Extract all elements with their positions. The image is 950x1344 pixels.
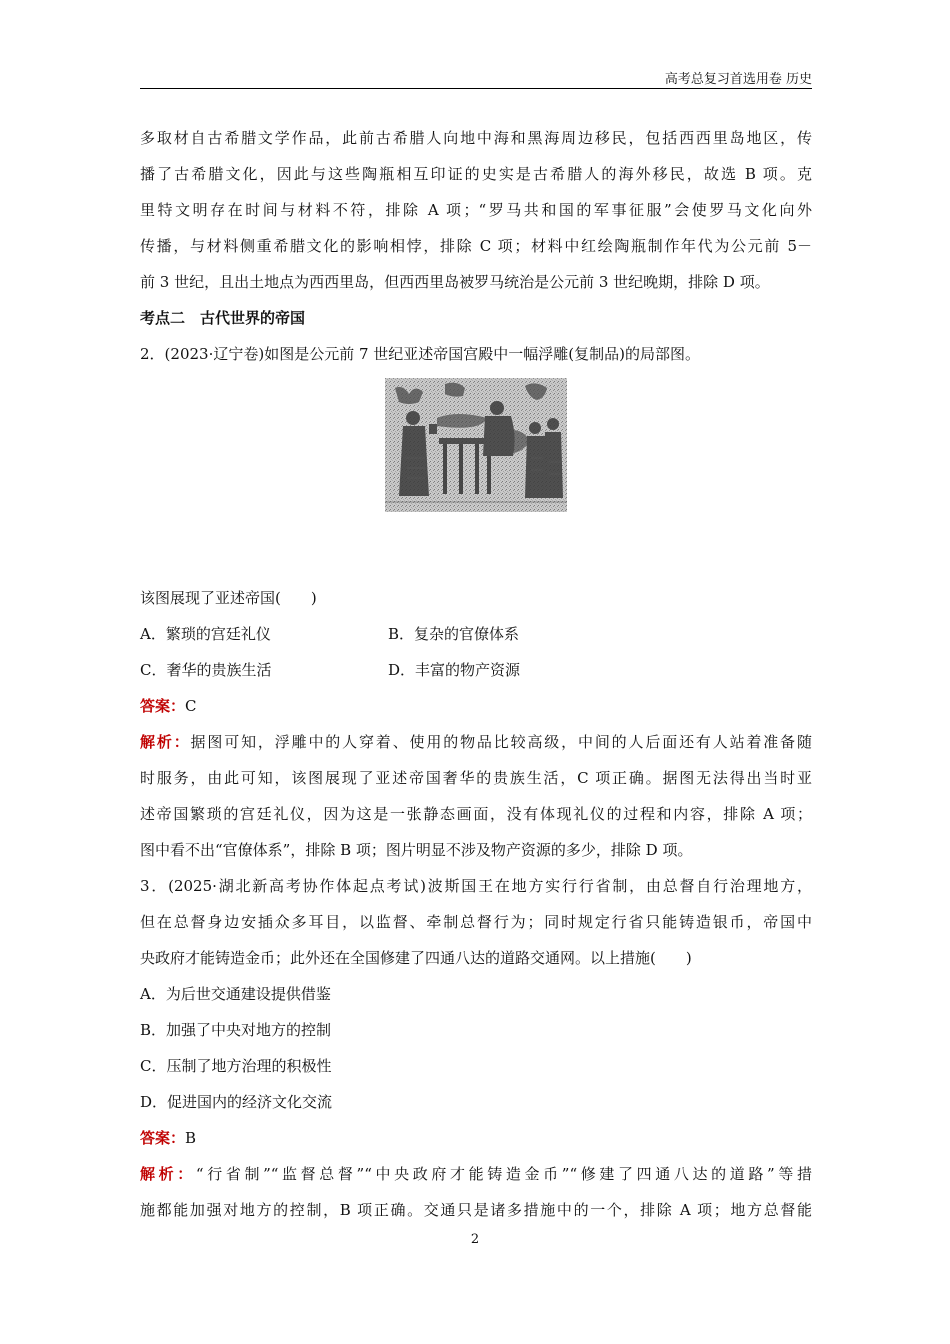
page-number: 2 [470, 1232, 480, 1247]
question-3 [140, 868, 812, 1228]
text-line: 前 3 世纪，且出土地点为西西里岛，但西西里岛被罗马统治是公元前 3 世纪晚期，排除 D 项。 [140, 273, 770, 291]
option-a: A．繁琐的宫廷礼仪 [140, 625, 271, 643]
option-d: D．丰富的物产资源 [388, 661, 521, 679]
header-rule [140, 88, 812, 89]
answer-label: 答案： [140, 697, 186, 715]
analysis-line: 述帝国繁琐的宫廷礼仪，因为这是一张静态画面，没有体现礼仪的过程和内容，排除 A 项； [140, 805, 812, 823]
option-c: C．压制了地方治理的积极性 [140, 1057, 332, 1075]
answer-line [140, 688, 812, 724]
answer-line [140, 1120, 812, 1156]
question-2 [140, 336, 812, 868]
question-stem: 央政府才能铸造金币；此外还在全国修建了四通八达的道路交通网。以上措施( ) [140, 949, 692, 967]
analysis-line: 时服务，由此可知，该图展现了亚述帝国奢华的贵族生活，C 项正确。据图无法得出当时亚 [140, 769, 812, 787]
question-stem: 3．(2025·湖北新高考协作体起点考试)波斯国王在地方实行行省制，由总督自行治理地方， [140, 877, 812, 895]
question-stem: 2．(2023·辽宁卷)如图是公元前 7 世纪亚述帝国宫殿中一幅浮雕(复制品)的局部图。 [140, 345, 700, 363]
analysis-line: 施都能加强对地方的控制，B 项正确。交通只是诸多措施中的一个，排除 A 项；地方总督能 [140, 1201, 812, 1219]
options-row [140, 616, 812, 652]
option-d: D．促进国内的经济文化交流 [140, 1093, 333, 1111]
option-a: A．为后世交通建设提供借鉴 [140, 985, 331, 1003]
analysis-label: 解析： [140, 1165, 196, 1183]
page-content [140, 120, 812, 1228]
analysis-line [140, 1156, 812, 1192]
text-line: 里特文明存在时间与材料不符，排除 A 项；“罗马共和国的军事征服”会使罗马文化向外 [140, 201, 812, 219]
analysis-label: 解析： [140, 733, 191, 751]
option-b: B．复杂的官僚体系 [388, 625, 520, 643]
section-title: 考点二 古代世界的帝国 [140, 309, 306, 327]
analysis-text: “行省制”“监督总督”“中央政府才能铸造金币”“修建了四通八达的道路”等措 [195, 1165, 812, 1183]
option-c: C．奢华的贵族生活 [140, 661, 272, 679]
option-b: B．加强了中央对地方的控制 [140, 1021, 332, 1039]
answer-value: B [185, 1129, 197, 1147]
previous-analysis-continuation [140, 120, 812, 300]
analysis-line [140, 724, 812, 760]
question-prompt: 该图展现了亚述帝国( ) [140, 589, 317, 607]
relief-figure [140, 372, 812, 580]
answer-label: 答案： [140, 1129, 186, 1147]
analysis-line: 图中看不出“官僚体系”，排除 B 项；图片明显不涉及物产资源的多少，排除 D 项。 [140, 841, 693, 859]
text-line: 多取材自古希腊文学作品，此前古希腊人向地中海和黑海周边移民，包括西西里岛地区，传 [140, 129, 812, 147]
options-row [140, 652, 812, 688]
answer-value: C [185, 697, 197, 715]
text-line: 传播，与材料侧重希腊文化的影响相悖，排除 C 项；材料中红绘陶瓶制作年代为公元前 5－ [140, 237, 812, 255]
text-line: 播了古希腊文化，因此与这些陶瓶相互印证的史实是古希腊人的海外移民，故选 B 项。克 [140, 165, 812, 183]
question-stem: 但在总督身边安插众多耳目，以监督、牵制总督行为；同时规定行省只能铸造银币，帝国中 [140, 913, 812, 931]
running-header: 高考总复习首选用卷 历史 [664, 72, 812, 87]
assyrian-relief-image [385, 378, 567, 512]
analysis-text: 据图可知，浮雕中的人穿着、使用的物品比较高级，中间的人后面还有人站着准备随 [190, 733, 812, 751]
